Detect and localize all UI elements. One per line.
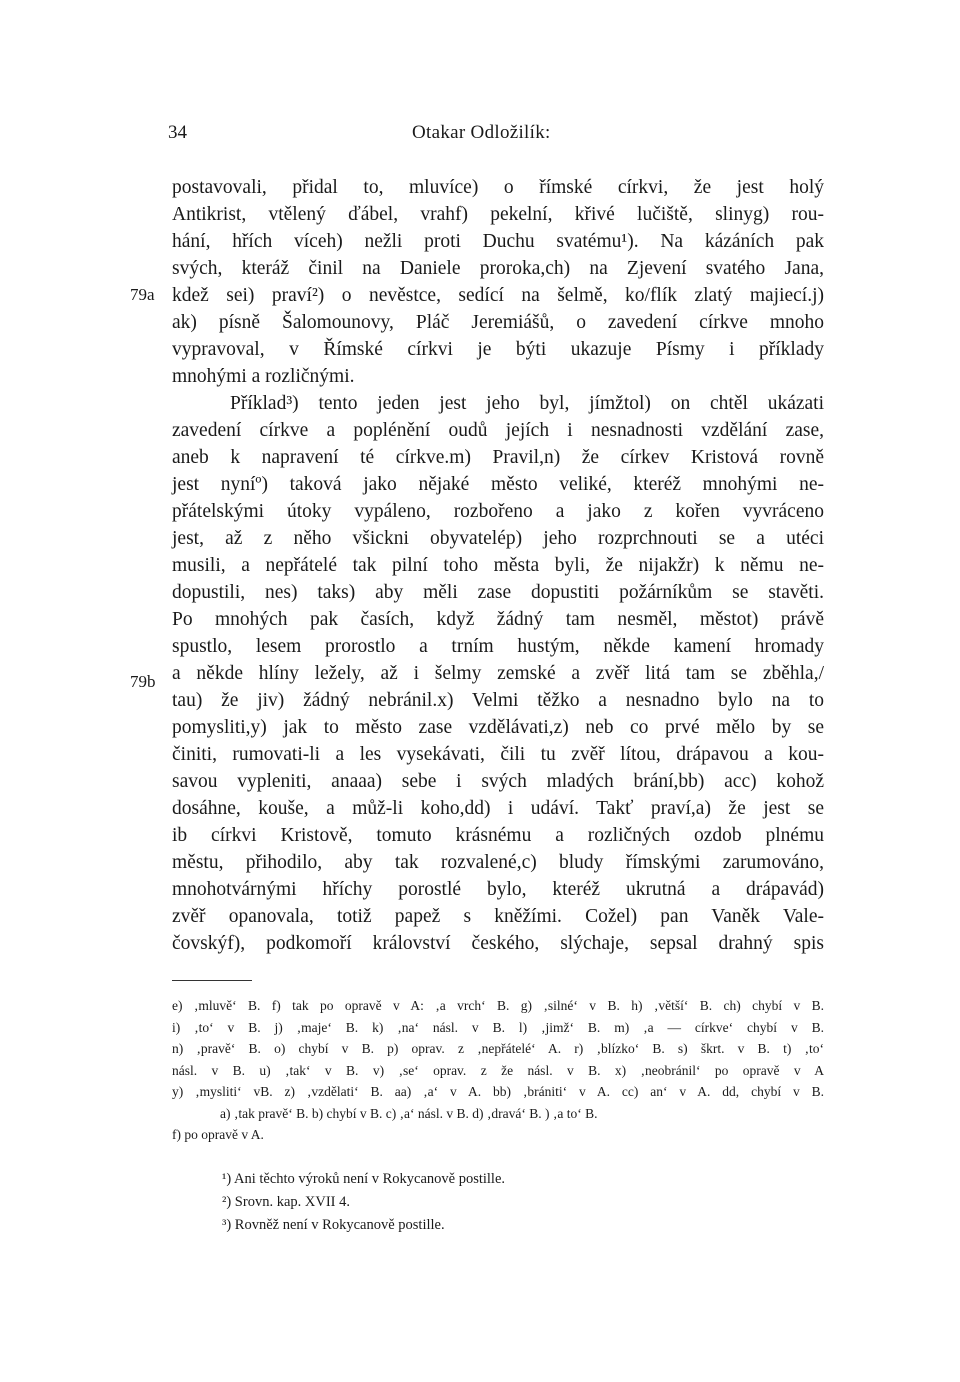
apparatus-line: a) ‚tak pravě‘ B. b) chybí v B. c) ‚a‘ násl. v B. d) ‚dravá‘ B. ) ‚a to‘ B. [220,1105,598,1121]
text-line: vypravoval, v Římské církvi je býti ukazuje Písmy i příklady [172,339,824,360]
text-line: mnohými a rozličnými. [172,366,355,387]
text-line: jest nyníº) taková jako nějaké město veliké, kteréž mnohými ne- [172,474,824,495]
text-line: Příklad³) tento jeden jest jeho byl, jímžtol) on chtěl ukázati [230,393,824,414]
critical-apparatus [172,995,824,1146]
text-line: a někde hlíny ležely, až i šelmy zemské a zvěř litá tam se zběhla,/ [172,663,824,684]
text-line: aneb k napravení té církve.m) Pravil,n) že církev Kristová rovně [172,447,824,468]
text-line: jest, až z něho všickni obyvatelép) jeho rozprchnouti se a utéci [172,528,824,549]
footnotes [222,1168,822,1237]
margin-note-79b: 79b [130,672,156,691]
footnote-rule [172,980,252,981]
text-line: savou vypleniti, anaaa) sebe i svých mladých brání,bb) acc) kohož [172,771,824,792]
text-line: postavovali, přidal to, mluvíce) o římské církvi, že jest holý [172,177,824,198]
text-line: ib církvi Kristově, tomuto krásnému a rozličných ozdob plnému [172,825,824,846]
text-line: spustlo, lesem prorostlo a trním hustým, někde kamení hromady [172,636,824,657]
margin-note-79a: 79a [130,285,155,304]
text-line: tau) že jiv) žádný nebránil.x) Velmi těžko a nesnadno bylo na to [172,690,824,711]
footnote: ¹) Ani těchto výroků není v Rokycanově postille. [222,1171,506,1187]
text-line: čovskýf), podkomoří království českého, slýchaje, sepsal drahný spis [172,933,824,954]
apparatus-line: e) ‚mluvě‘ B. f) tak po opravě v A: ‚a vrch‘ B. g) ‚silné‘ v B. h) ‚větší‘ B. ch) chybí v B. [172,998,824,1013]
footnote: ²) Srovn. kap. XVII 4. [222,1194,350,1210]
text-line: činiti, rumovati-li a les vysekávati, čili tu zvěř lítou, drápavou a kou- [172,744,824,765]
apparatus-line: násl. v B. u) ‚tak‘ v B. v) ‚se‘ oprav. z že násl. v B. x) ‚neobránil‘ po opravě v A [172,1062,824,1078]
text-line: musili, a nepřátelé tak pilní toho města byli, že nijakžr) k němu ne- [172,555,824,576]
text-line: hání, hřích víceh) nežli proti Duchu svatému¹). Na kázáních pak [172,231,824,252]
page-number: 34 [168,122,187,143]
text-line: pomysliti,y) jak to město zase vzdělávati,z) neb co prvé mělo by se [172,717,824,738]
apparatus-line: y) ‚mysliti‘ vB. z) ‚vzdělati‘ B. aa) ‚a‘ v A. bb) ‚brániti‘ v A. cc) an‘ v A. dd, chybí v B. [172,1084,824,1099]
apparatus-line: n) ‚pravě‘ B. o) chybí v B. p) oprav. z ‚nepřátelé‘ A. r) ‚blízko‘ B. s) škrt. v B. t) ‚to‘ [172,1041,824,1056]
footnote: ³) Rovněž není v Rokycanově postille. [222,1217,445,1233]
text-line: Antikrist, vtělený ďábel, vrahf) pekelní, křivé lučiště, slinyg) rou- [172,204,824,225]
text-line: dopustili, nes) taks) aby měli zase dopustiti požárníkům se stavěti. [172,582,824,603]
text-line: zavedení církve a poplénění oudů jejích i nesnadnosti vzdělání zase, [172,420,824,441]
apparatus-line: i) ‚to‘ v B. j) ‚maje‘ B. k) ‚na‘ násl. v B. l) ‚jimž‘ B. m) ‚a — církve‘ chybí v B. [172,1019,824,1035]
running-head: Otakar Odložilík: [412,122,551,143]
text-line: kdež sei) praví²) o nevěstce, sedící na šelmě, ko/flík zlatý majiecí.j) [172,285,824,306]
text-line: zvěř opanovala, totiž papež s kněžími. Cožel) pan Vaněk Vale- [172,906,824,927]
text-line: městu, přihodilo, aby tak rozvalené,c) bludy římskými zarumováno, [172,852,824,873]
text-line: přátelskými útoky vypáleno, rozbořeno a jako z kořen vyvráceno [172,501,824,522]
text-line: ak) písně Šalomounovy, Pláč Jeremiášů, o zavedení církve mnoho [172,312,824,333]
body-text [172,174,824,957]
text-line: mnohotvárnými hříchy porostlé bylo, kteréž ukrutná a drápavád) [172,879,824,900]
text-line: svých, kteráž činil na Daniele proroka,ch) na Zjevení svatého Jana, [172,258,824,279]
apparatus-line: f) po opravě v A. [172,1127,264,1142]
text-line: dosáhne, kouše, a můž-li koho,dd) i udáví. Takť praví,a) že jest se [172,798,824,819]
text-line: Po mnohých pak časích, když žádný tam nesměl, městot) právě [172,609,824,630]
